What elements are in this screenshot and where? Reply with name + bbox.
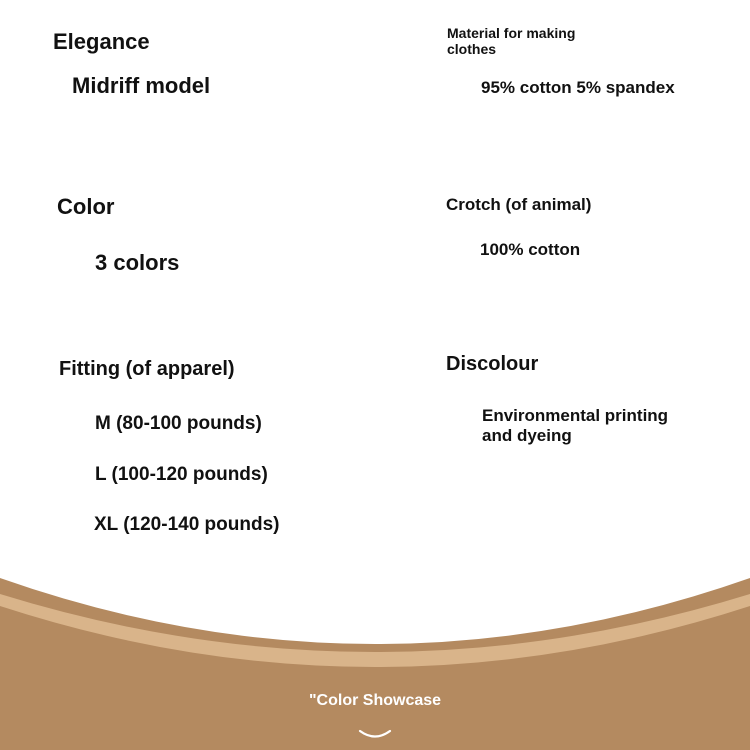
footer-band (0, 560, 750, 750)
discolour-label: Discolour (446, 353, 539, 375)
material-value: 95% cotton 5% spandex (481, 78, 675, 97)
crotch-label: Crotch (of animal) (446, 195, 592, 214)
color-value: 3 colors (95, 250, 180, 275)
material-label: Material for making clothes (447, 25, 576, 58)
size-m: M (80-100 pounds) (95, 413, 262, 434)
size-l: L (100-120 pounds) (95, 464, 268, 485)
discolour-value: Environmental printing and dyeing (482, 406, 669, 445)
color-showcase-title: "Color Showcase (308, 692, 442, 709)
crotch-value: 100% cotton (480, 240, 581, 259)
color-label: Color (57, 194, 115, 219)
style-value: Midriff model (72, 73, 211, 98)
smile-arc-icon (358, 728, 392, 742)
fitting-label: Fitting (of apparel) (59, 358, 235, 380)
style-label: Elegance (53, 29, 150, 54)
size-xl: XL (120-140 pounds) (94, 514, 280, 535)
